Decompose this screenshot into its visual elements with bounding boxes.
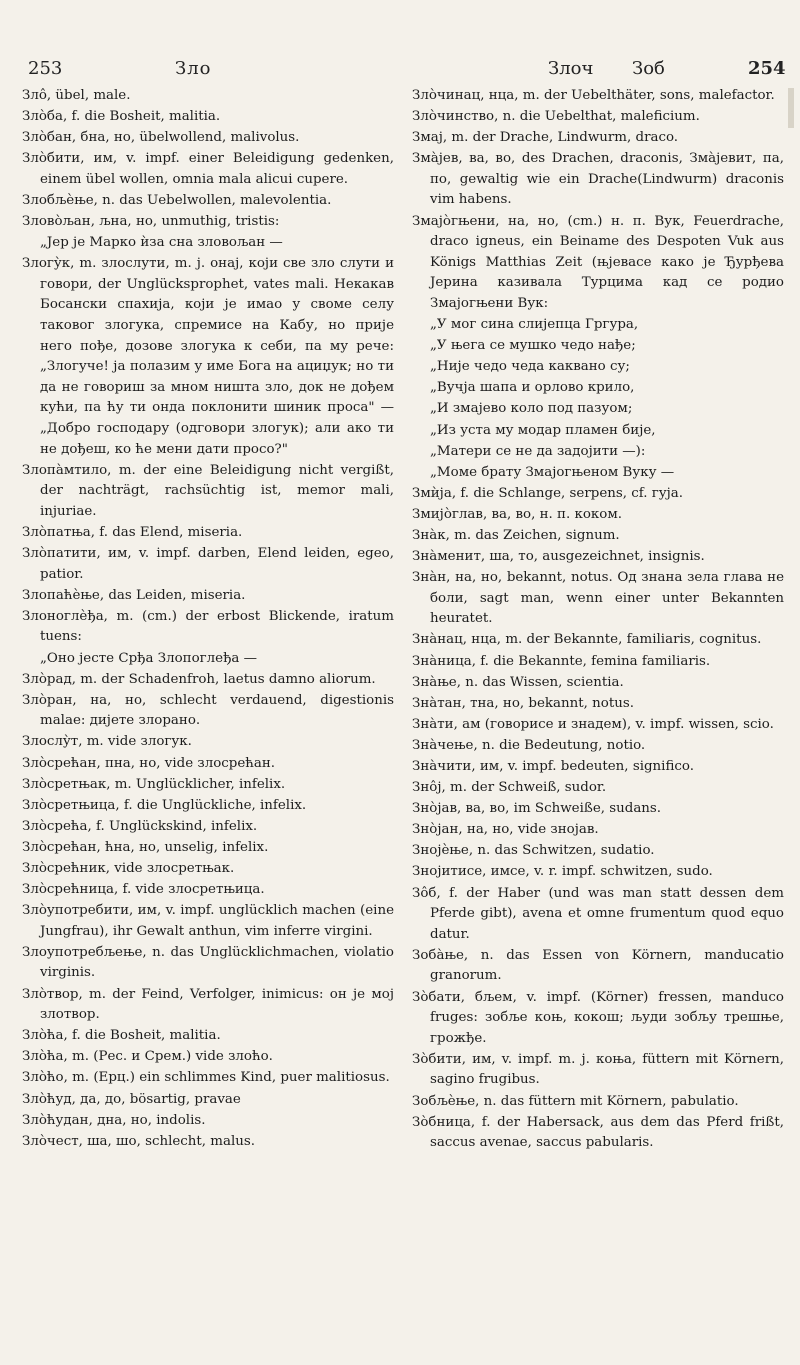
entry: Знòјан, на, но, vide знојав. bbox=[412, 822, 599, 838]
page-number-right: 254 bbox=[748, 58, 786, 79]
entry: Злòсретњак, m. Unglücklicher, infelix. bbox=[22, 776, 286, 792]
entry: Злопа̀мтило, m. der eine Beleidigung nicht vergißt, der nachträgt, rachsüchtig ist, memor mali, injuriae. bbox=[22, 462, 394, 519]
entry: Зòбити, им, v. impf. m. ј. коња, füttern mit Körnern, sagino frugibus. bbox=[412, 1051, 784, 1088]
entry: Знôј, m. der Schweiß, sudor. bbox=[412, 780, 607, 796]
entry: Злô, übel, male. bbox=[22, 88, 131, 103]
entry: Злòбити, им, v. impf. einer Beleidigung gedenken, einem übel wollen, omnia mala alicui cupere. bbox=[22, 151, 394, 187]
entry: Злослу̀т, m. vide злогук. bbox=[22, 734, 192, 750]
entry: Знàње, n. das Wissen, scientia. bbox=[412, 674, 624, 690]
entry: Знòјав, ва, во, im Schweiße, sudans. bbox=[412, 801, 662, 817]
entry: Злòпатња, f. das Elend, miseria. bbox=[22, 524, 243, 540]
entry: Злòбан, бна, но, übelwollend, malivolus. bbox=[22, 130, 300, 146]
entry: Змајòгњени, на, но, (cm.) н. п. Вук, Feuerdrache, draco igneus, ein Beiname des Despoten Vuk aus Königs Matthias Zeit (њјевасе како је Ђурђева Јерина казивала Турцима кад се родио Змајогњени Вук: bbox=[412, 213, 784, 311]
quotation: „Моме брату Змајогњеном Вуку — bbox=[430, 464, 675, 480]
page-number-left: 253 bbox=[28, 58, 63, 79]
page-edge-tab bbox=[788, 88, 794, 128]
page-header bbox=[0, 0, 800, 90]
entry: Змàјев, ва, во, des Drachen, draconis, Змàјевит, па, по, gewaltig wie ein Drache(Lindwurm) draconis vim habens. bbox=[412, 151, 784, 208]
quotation: „Оно јесте Срђа Злопоглеђа — bbox=[40, 650, 258, 666]
running-head-left: Зло bbox=[175, 58, 212, 79]
running-head-right-first: Злоч bbox=[548, 58, 594, 79]
entry: Злòсретњица, f. die Unglückliche, infelix. bbox=[22, 797, 307, 813]
quotation: „Јер је Марко ѝза сна зловољан — bbox=[40, 235, 283, 251]
entry: Злогу̀к, m. злослути, m. ј. онај, који све зло слути и говори, der Unglücksprophet, vates mali. Некакав Босански спахија, који је имао у своме селу таковог злогука, спремисе на Кабу, но прије него пође, дозове злогука к себи, па му рече: „Злогуче! ја полазим у име Бога на ациџук; но ти да не говориш за мном ништа зло, док не дођем кући, па ћу ти онда поклонити шиник проса" — „Добро господару (одговори злогук); али ако ти не дођеш, ко ће мени дати просо?" bbox=[22, 256, 394, 457]
entry: Знàчење, n. die Bedeutung, notio. bbox=[412, 737, 646, 753]
entry: Злòћа, f. die Bosheit, malitia. bbox=[22, 1028, 221, 1044]
entry: Знàтан, тна, но, bekannt, notus. bbox=[412, 695, 634, 711]
entry: Знàнац, нца, m. der Bekannte, familiaris, cognitus. bbox=[412, 632, 762, 648]
entry: Злòсрећан, ћна, но, unselig, infelix. bbox=[22, 839, 269, 855]
running-head-right-last: Зоб bbox=[632, 58, 665, 79]
entry: Змај, m. der Drache, Lindwurm, draco. bbox=[412, 130, 679, 146]
entry: Злòран, на, но, schlecht verdauend, digestionis malae: дијете злорано. bbox=[22, 692, 394, 729]
quotation: „У њега се мушко чедо нађе; bbox=[430, 338, 636, 354]
entry: Змијòглав, ва, во, н. п. коком. bbox=[412, 506, 623, 522]
entry: Знàк, m. das Zeichen, signum. bbox=[412, 527, 620, 543]
right-column bbox=[412, 86, 784, 1154]
entry: Зôб, f. der Haber (und was man statt dessen dem Pferde gibt), avena et omne frumentum quod equo datur. bbox=[412, 885, 784, 942]
entry: Злоноглѐђа, m. (cm.) der erbost Blickende, iratum tuens: bbox=[22, 608, 394, 645]
entry: Злòчест, ша, шо, schlecht, malus. bbox=[22, 1133, 256, 1149]
entry: Зòбница, f. der Habersack, aus dem das Pferd frißt, saccus avenae, saccus pabularis. bbox=[412, 1114, 784, 1151]
entry: Знàчити, им, v. impf. bedeuten, significo. bbox=[412, 759, 694, 774]
quotation: „Вучја шапа и орлово крило, bbox=[430, 380, 635, 396]
entry: Знàменит, ша, то, ausgezeichnet, insignis. bbox=[412, 549, 705, 565]
entry: Зòбати, бљем, v. impf. (Körner) fressen, manduco fruges: зобље коњ, кокош; људи зобљу трешње, грожђе. bbox=[412, 989, 784, 1046]
entry: Злòћуд, да, до, bösartig, pravae bbox=[22, 1091, 241, 1107]
entry: Злòсрећница, f. vide злосретњица. bbox=[22, 882, 265, 898]
entry: Злово̀љан, љна, но, unmuthig, tristis: bbox=[22, 214, 280, 230]
entry: Злòупотребити, им, v. impf. unglücklich machen (eine Jungfrau), ihr Gewalt anthun, vim inferre virgini. bbox=[22, 903, 394, 939]
entry: Злòсрећник, vide злосретњак. bbox=[22, 860, 235, 876]
left-column bbox=[22, 86, 394, 1153]
entry: Злòрад, m. der Schadenfroh, laetus damno aliorum. bbox=[22, 671, 376, 687]
quotation: „Матери се не да задојити —): bbox=[430, 443, 646, 459]
entry: Злòба, f. die Bosheit, malitia. bbox=[22, 109, 221, 125]
entry: Знàн, на, но, bekannt, notus. Од знана зела глава не боли, sagt man, wenn einer unter Bekannten heuratet. bbox=[412, 570, 784, 627]
entry: Знојèње, n. das Schwitzen, sudatio. bbox=[412, 843, 655, 859]
entry: Зобљèње, n. das füttern mit Körnern, pabulatio. bbox=[412, 1093, 739, 1109]
entry: Злопаћèње, das Leiden, miseria. bbox=[22, 587, 246, 603]
entry: Знојитисе, имсе, v. r. impf. schwitzen, sudo. bbox=[412, 864, 713, 880]
entry: Злòћудан, дна, но, indolis. bbox=[22, 1112, 206, 1128]
entry: Злòћа, m. (Рес. и Срем.) vide злоћо. bbox=[22, 1049, 273, 1065]
quotation: „Из уста му модар пламен бије, bbox=[430, 422, 656, 438]
entry: Злòчинство, n. die Uebelthat, maleficium. bbox=[412, 109, 700, 125]
entry: Злòпатити, им, v. impf. darben, Elend leiden, egeo, patior. bbox=[22, 546, 394, 582]
quotation: „И змајево коло под пазуом; bbox=[430, 401, 633, 417]
entry: Змѝја, f. die Schlange, serpens, cf. гуја. bbox=[412, 485, 684, 501]
quotation: „У мог сина слијепца Гргура, bbox=[430, 317, 639, 333]
quotation: „Није чедо чеда каквано су; bbox=[430, 359, 630, 375]
entry: Злобљèње, n. das Uebelwollen, malevolentia. bbox=[22, 192, 332, 208]
entry: Злòсрећан, пна, но, vide злосрећан. bbox=[22, 755, 276, 771]
entry: Злòћо, m. (Ерц.) ein schlimmes Kind, puer malitiosus. bbox=[22, 1070, 390, 1086]
entry: Злòтвор, m. der Feind, Verfolger, inimicus: он је мој злотвор. bbox=[22, 986, 394, 1023]
entry: Зобàње, n. das Essen von Körnern, manducatio granorum. bbox=[412, 947, 784, 984]
entry: Злоупотребљење, n. das Unglücklichmachen, violatio virginis. bbox=[22, 944, 394, 981]
entry: Злòчинац, нца, m. der Uebelthäter, sons, malefactor. bbox=[412, 88, 775, 103]
entry: Злòсрећа, f. Unglückskind, infelix. bbox=[22, 818, 258, 834]
entry: Знàница, f. die Bekannte, femina familiaris. bbox=[412, 653, 711, 669]
entry: Знàти, ам (говорисе и знадем), v. impf. wissen, scio. bbox=[412, 716, 774, 732]
